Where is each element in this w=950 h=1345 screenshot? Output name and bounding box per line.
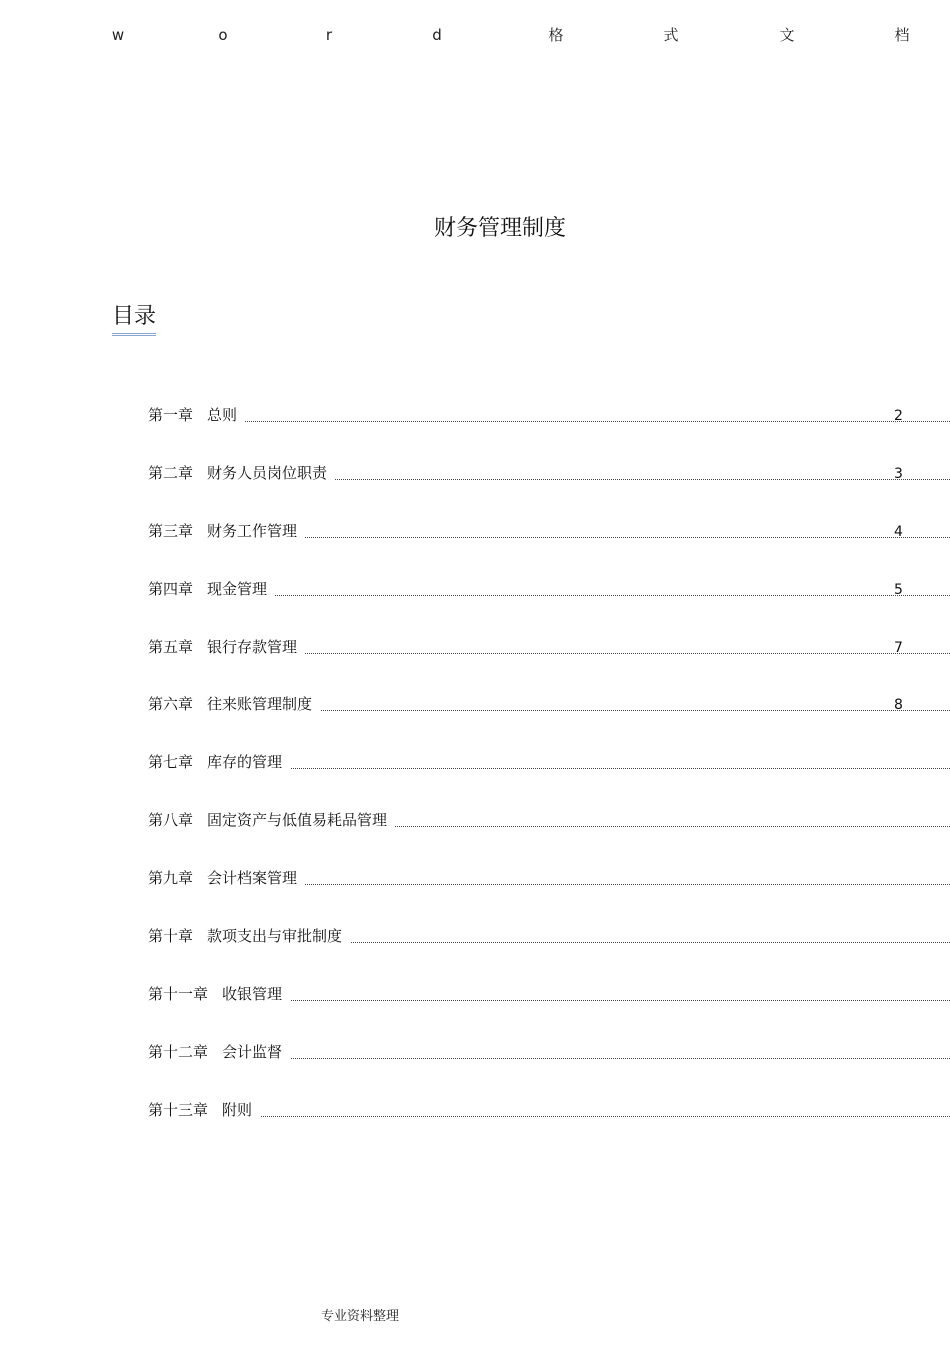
toc-entry-text xyxy=(148,1037,290,1067)
document-title: 财务管理制度 xyxy=(433,216,566,241)
dot-leader xyxy=(148,1116,950,1117)
toc-page-number: 3 xyxy=(894,465,903,482)
page-header xyxy=(0,24,950,46)
toc-entry[interactable] xyxy=(148,574,950,632)
toc-entry[interactable] xyxy=(148,863,950,921)
toc-page-number: 8 xyxy=(894,697,903,714)
toc-chapter-number: 第五章 xyxy=(148,637,194,656)
toc-entry-text xyxy=(148,400,245,430)
toc-entry[interactable] xyxy=(148,979,950,1037)
toc-entry[interactable] xyxy=(148,516,950,574)
toc-page-number: 5 xyxy=(894,581,903,598)
toc-entry[interactable] xyxy=(148,632,950,690)
toc-entry-text xyxy=(148,458,335,488)
toc-entry[interactable] xyxy=(148,921,950,979)
page-footer: 专业资料整理 xyxy=(321,1309,400,1324)
toc-chapter-number: 第八章 xyxy=(148,811,194,830)
header-char: 格 xyxy=(548,26,564,44)
toc-chapter-title: 往来账管理制度 xyxy=(207,695,313,714)
toc-entry-text xyxy=(148,747,290,777)
toc-entry-text xyxy=(148,805,395,835)
toc-entry-text xyxy=(148,689,320,719)
toc-chapter-number: 第二章 xyxy=(148,463,194,482)
toc-chapter-title: 会计监督 xyxy=(222,1042,283,1061)
toc-entry[interactable] xyxy=(148,458,950,516)
toc-entry[interactable] xyxy=(148,805,950,863)
toc-entry[interactable] xyxy=(148,747,950,805)
toc-entry-text xyxy=(148,1095,260,1125)
header-char: 式 xyxy=(663,26,679,44)
toc-chapter-title: 财务工作管理 xyxy=(207,521,298,540)
toc-chapter-number: 第十三章 xyxy=(148,1100,209,1119)
header-char: 文 xyxy=(779,26,795,44)
toc-entry-text xyxy=(148,574,275,604)
header-char: 档 xyxy=(894,26,910,44)
toc-page-number: 4 xyxy=(894,523,903,540)
toc-chapter-title: 收银管理 xyxy=(222,984,283,1003)
toc-heading[interactable]: 目录 xyxy=(112,302,156,336)
toc-chapter-number: 第十一章 xyxy=(148,984,209,1003)
toc-chapter-title: 总则 xyxy=(207,406,238,424)
toc-entry-text xyxy=(148,516,305,546)
toc-entry[interactable] xyxy=(148,689,950,747)
toc-chapter-title: 附则 xyxy=(222,1100,253,1119)
header-char: d xyxy=(432,26,442,44)
toc-chapter-number: 第七章 xyxy=(148,753,194,772)
header-char: w xyxy=(111,26,125,44)
toc-chapter-title: 现金管理 xyxy=(207,579,268,598)
header-char: r xyxy=(325,26,333,44)
toc-chapter-title: 固定资产与低值易耗品管理 xyxy=(207,811,388,830)
toc-chapter-number: 第四章 xyxy=(148,579,194,598)
toc-entry-text xyxy=(148,979,290,1009)
toc-chapter-title: 库存的管理 xyxy=(207,753,283,772)
toc-entry-text xyxy=(148,863,305,893)
toc-chapter-number: 第十二章 xyxy=(148,1042,209,1061)
toc-chapter-number: 第十章 xyxy=(148,927,194,946)
toc-page-number: 2 xyxy=(894,408,903,424)
toc-entry-text xyxy=(148,632,305,662)
toc-entry[interactable] xyxy=(148,1037,950,1095)
dot-leader xyxy=(148,421,950,422)
toc-chapter-number: 第三章 xyxy=(148,521,194,540)
toc-chapter-title: 银行存款管理 xyxy=(207,637,298,656)
toc-entry[interactable] xyxy=(148,400,950,458)
toc-chapter-title: 会计档案管理 xyxy=(207,869,298,888)
header-char: o xyxy=(218,26,228,44)
toc-chapter-number: 第六章 xyxy=(148,695,194,714)
toc-chapter-title: 款项支出与审批制度 xyxy=(207,927,343,946)
toc-page-number: 7 xyxy=(894,639,903,656)
toc-entry-text xyxy=(148,921,350,951)
toc-entry[interactable] xyxy=(148,1095,950,1153)
table-of-contents xyxy=(148,400,950,1153)
toc-chapter-number: 第一章 xyxy=(148,406,194,424)
toc-chapter-title: 财务人员岗位职责 xyxy=(207,463,328,482)
toc-chapter-number: 第九章 xyxy=(148,869,194,888)
